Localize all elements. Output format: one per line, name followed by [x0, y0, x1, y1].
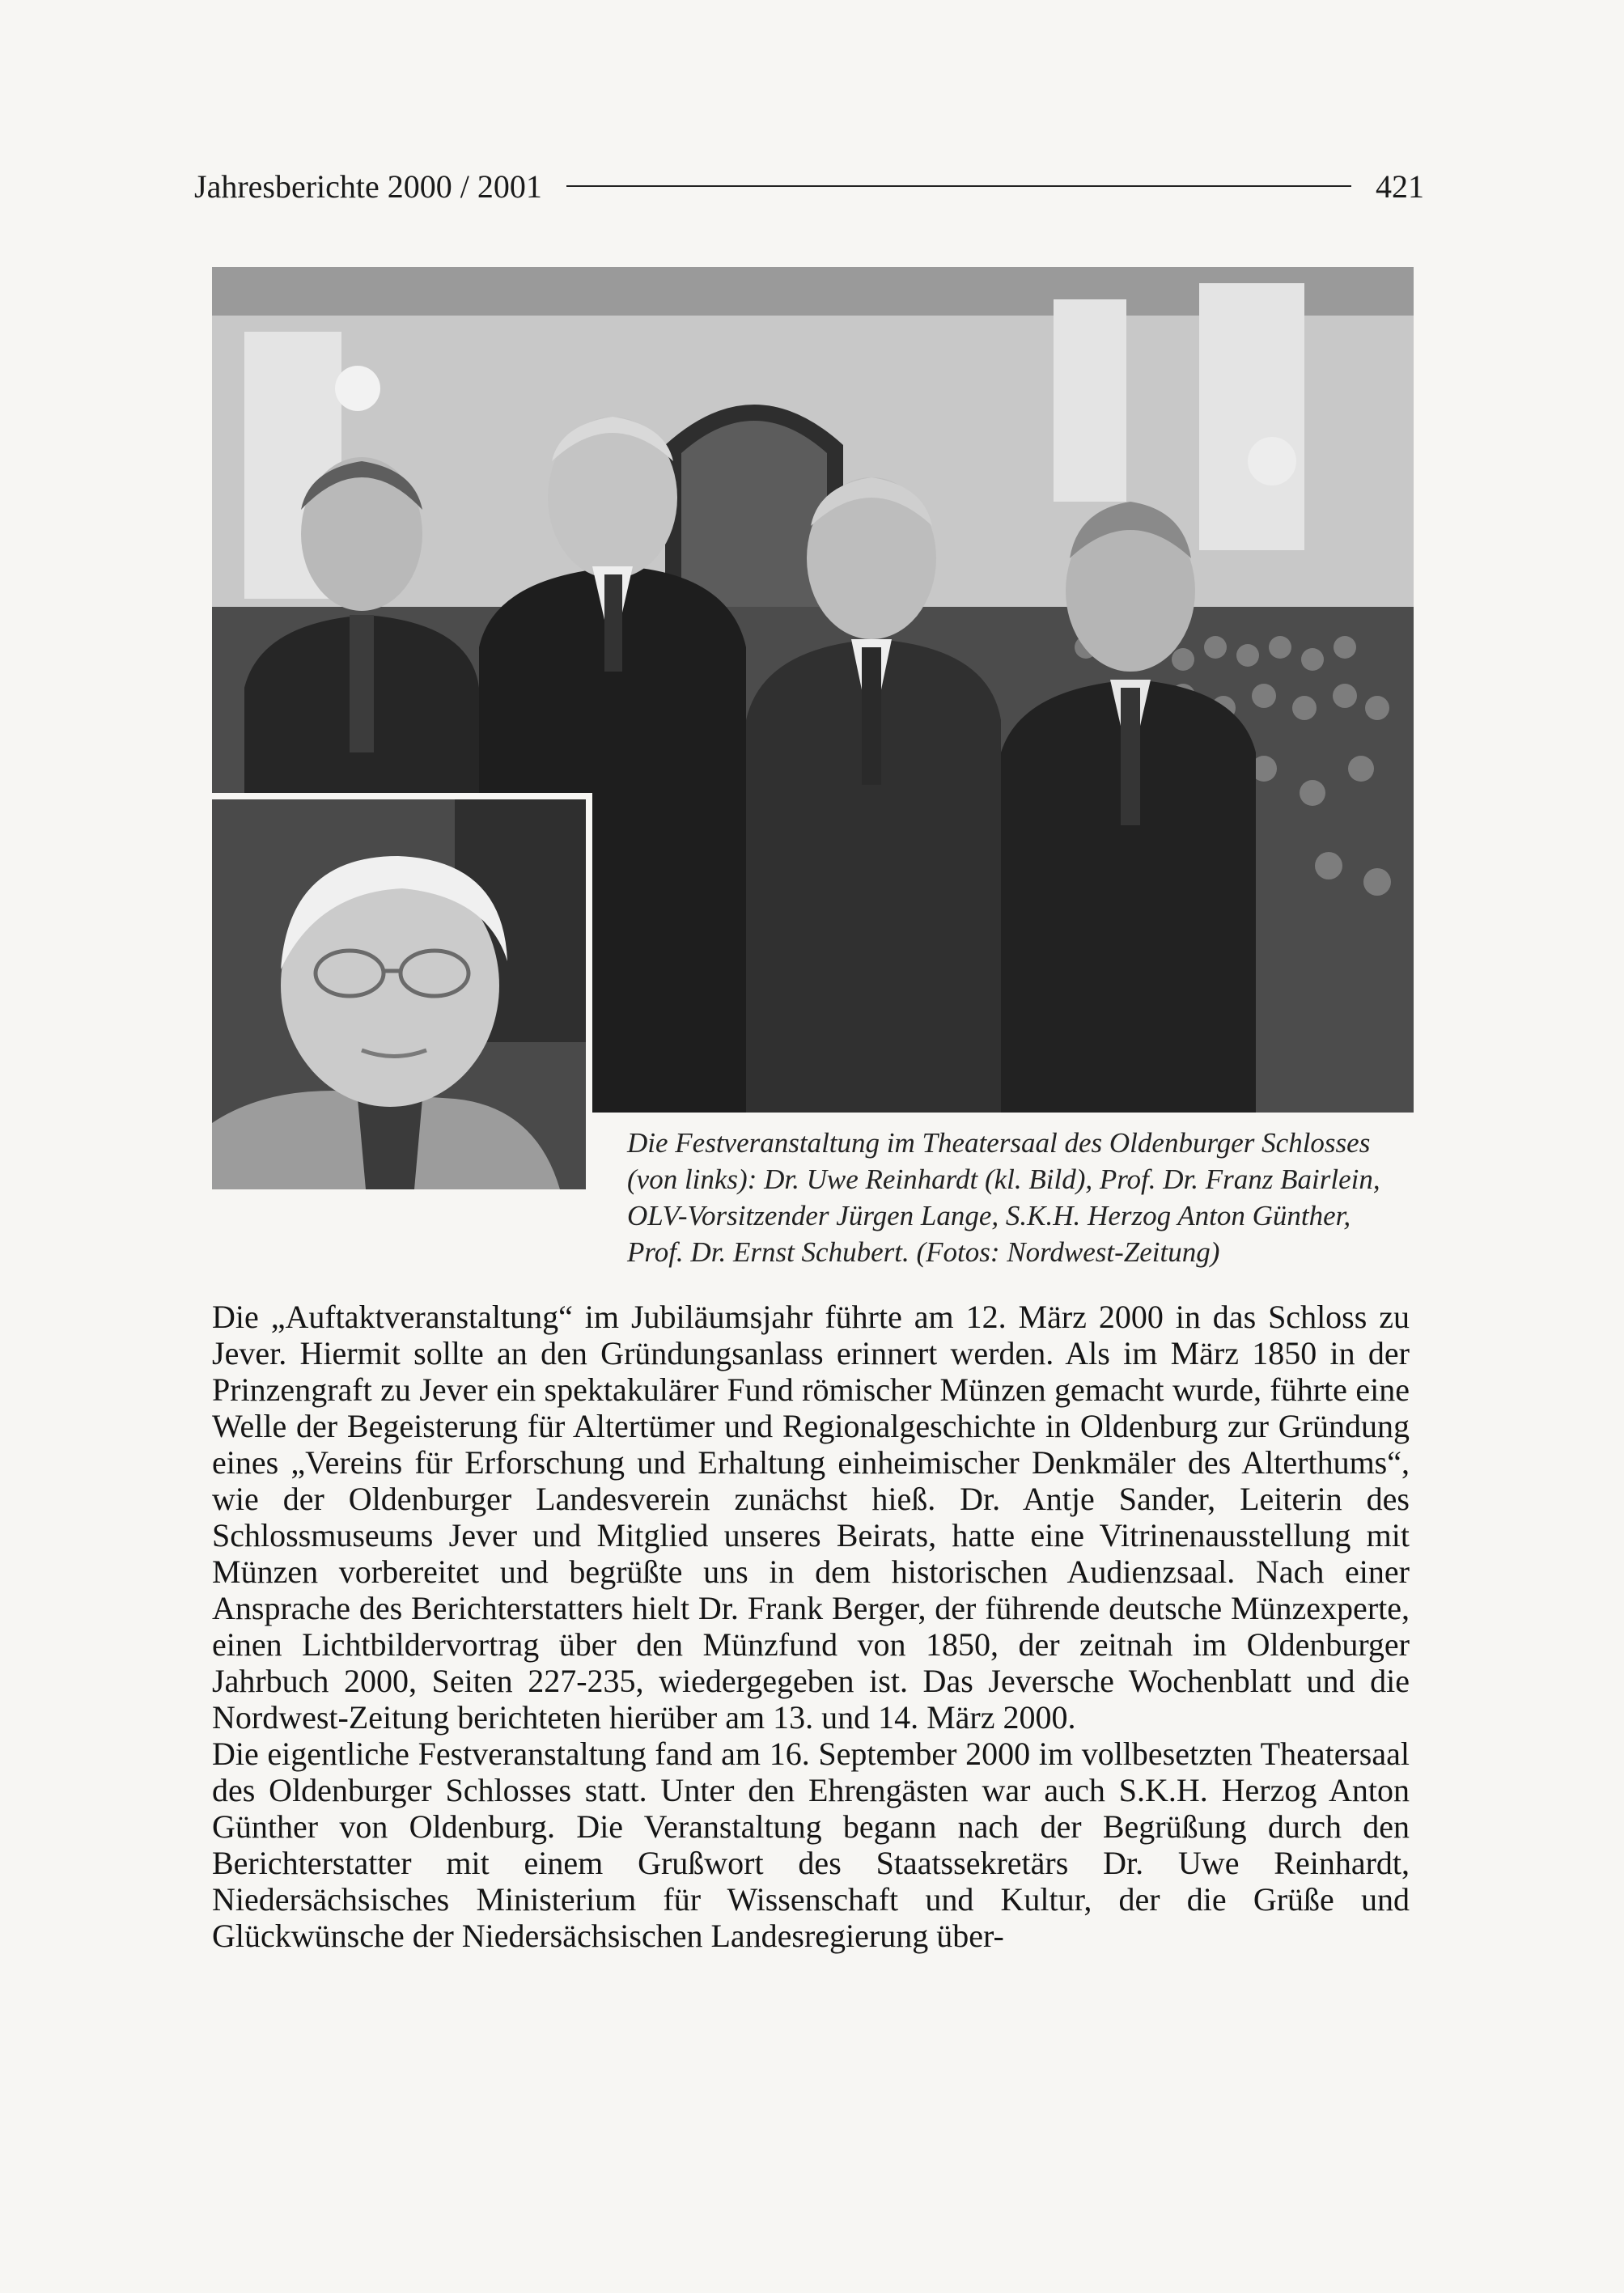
paragraph-2: Die eigentliche Festveranstaltung fand am 16. September 2000 im vollbesetzten Theatersaal des Oldenburger Schlosses statt. Unter den Ehrengästen war auch S.K.H. Herzog Anton Günther von Oldenburg. Die Veranstaltung begann nach der Begrüßung durch den Berichterstatter mit einem Grußwort des Staatssekretärs Dr. Uwe Reinhardt, Niedersächsisches Ministerium für Wissenschaft und Kultur, der die Grüße und Glückwünsche der Niedersächsischen Landesregierung über- [212, 1736, 1410, 1954]
page-number: 421 [1376, 167, 1424, 205]
body-text [212, 1299, 1410, 1954]
running-title: Jahresberichte 2000 / 2001 [194, 167, 542, 205]
paragraph-1: Die „Auftaktveranstaltung“ im Jubiläumsjahr führte am 12. März 2000 in das Schloss zu Jever. Hiermit sollte an den Gründungsanlass erinnert werden. Als im März 1850 in der Prinzengraft zu Jever ein spektakulärer Fund römischer Münzen gemacht wurde, führte eine Welle der Begeisterung für Altertümer und Regionalgeschichte in Oldenburg zur Gründung eines „Vereins für Erforschung und Erhaltung einheimischer Denkmäler des Alterthums“, wie der Oldenburger Landesverein zunächst hieß. Dr. Antje Sander, Leiterin des Schlossmuseums Jever und Mitglied unseres Beirats, hatte eine Vitrinenausstellung mit Münzen vorbereitet und begrüßte uns in dem historischen Audienzsaal. Nach einer Ansprache des Berichterstatters hielt Dr. Frank Berger, der führende deutsche Münzexperte, einen Lichtbildervortrag über den Münzfund von 1850, der zeitnah im Oldenburger Jahrbuch 2000, Seiten 227-235, wiedergegeben ist. Das Jeversche Wochenblatt und die Nordwest-Zeitung berichteten hierüber am 13. und 14. März 2000. [212, 1299, 1410, 1736]
header-rule [566, 185, 1351, 187]
page-header [194, 162, 1424, 210]
figure-caption: Die Festveranstaltung im Theatersaal des Oldenburger Schlosses (von links): Dr. Uwe Reinhardt (kl. Bild), Prof. Dr. Franz Bairlein, OLV-Vorsitzender Jürgen Lange, S.K.H. Herzog Anton Günther, Prof. Dr. Ernst Schubert. (Fotos: Nordwest-Zeitung) [627, 1127, 1380, 1268]
photo-portrait-man-with-glasses [212, 793, 592, 1189]
